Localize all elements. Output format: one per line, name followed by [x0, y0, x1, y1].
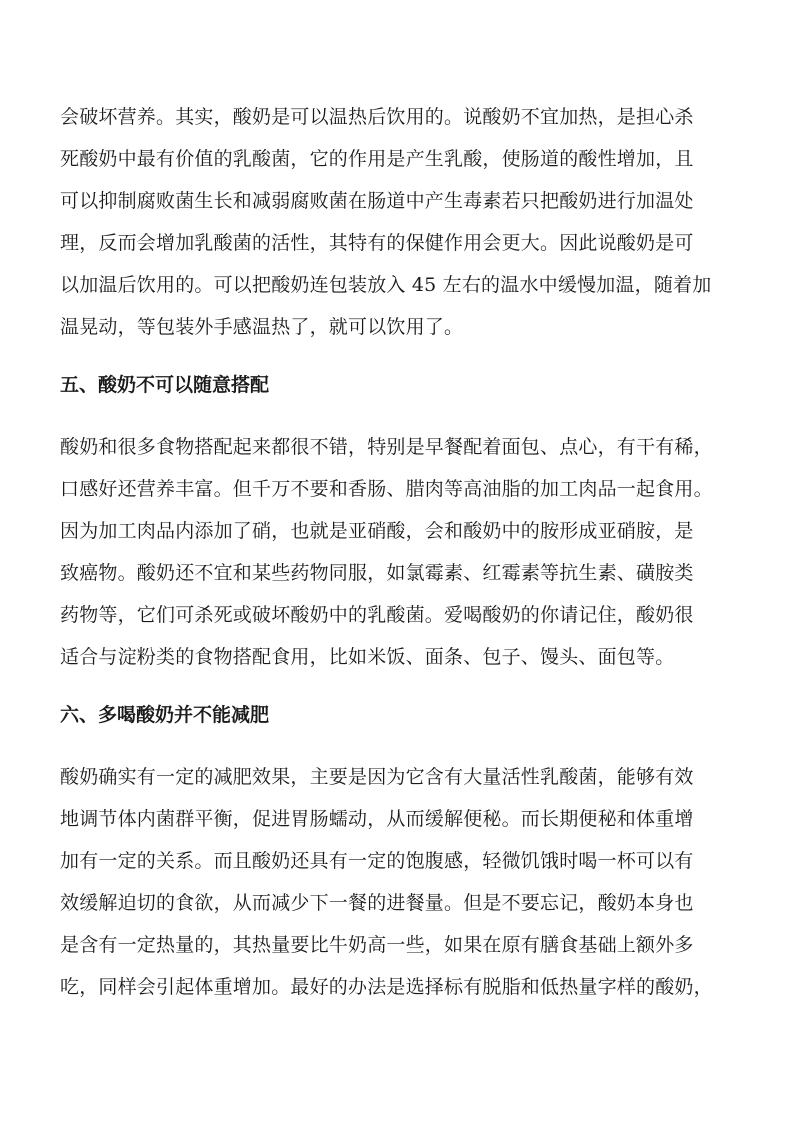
- text-line: 致癌物。酸奶还不宜和某些药物同服，如氯霉素、红霉素等抗生素、磺胺类: [60, 562, 694, 584]
- text-line: 会破坏营养。其实，酸奶是可以温热后饮用的。说酸奶不宜加热，是担心杀: [60, 106, 694, 128]
- text-line: 是含有一定热量的，其热量要比牛奶高一些，如果在原有膳食基础上额外多: [60, 934, 694, 956]
- text-line: 口感好还营养丰富。但千万不要和香肠、腊肉等高油脂的加工肉品一起食用。: [60, 478, 713, 500]
- text-line: 因为加工肉品内添加了硝，也就是亚硝酸，会和酸奶中的胺形成亚硝胺，是: [60, 520, 694, 542]
- text-line: 温晃动，等包装外手感温热了，就可以饮用了。: [60, 316, 464, 338]
- text-line: 理，反而会增加乳酸菌的活性，其特有的保健作用会更大。因此说酸奶是可: [60, 232, 694, 254]
- text-line: 酸奶确实有一定的减肥效果，主要是因为它含有大量活性乳酸菌，能够有效: [60, 766, 694, 788]
- paragraph-yogurt-heating: [60, 96, 730, 348]
- text-line: 以加温后饮用的。可以把酸奶连包装放入 45 左右的温水中缓慢加温，随着加: [60, 274, 712, 296]
- section-heading-5: 五、酸奶不可以随意搭配: [60, 374, 270, 396]
- text-line: 药物等，它们可杀死或破坏酸奶中的乳酸菌。爱喝酸奶的你请记住，酸奶很: [60, 604, 694, 626]
- section-heading-6: 六、多喝酸奶并不能减肥: [60, 704, 270, 726]
- paragraph-yogurt-weight-loss: [60, 756, 730, 1008]
- text-line: 吃，同样会引起体重增加。最好的办法是选择标有脱脂和低热量字样的酸奶，: [60, 976, 713, 998]
- text-line: 效缓解迫切的食欲，从而减少下一餐的进餐量。但是不要忘记，酸奶本身也: [60, 892, 694, 914]
- document-page: [60, 96, 730, 1008]
- text-line: 地调节体内菌群平衡，促进胃肠蠕动，从而缓解便秘。而长期便秘和体重增: [60, 808, 694, 830]
- text-line: 适合与淀粉类的食物搭配食用，比如米饭、面条、包子、馒头、面包等。: [60, 646, 675, 668]
- text-line: 酸奶和很多食物搭配起来都很不错，特别是早餐配着面包、点心，有干有稀，: [60, 436, 713, 458]
- text-line: 死酸奶中最有价值的乳酸菌，它的作用是产生乳酸，使肠道的酸性增加，且: [60, 148, 694, 170]
- text-line: 可以抑制腐败菌生长和减弱腐败菌在肠道中产生毒素若只把酸奶进行加温处: [60, 190, 694, 212]
- text-line: 加有一定的关系。而且酸奶还具有一定的饱腹感，轻微饥饿时喝一杯可以有: [60, 850, 694, 872]
- paragraph-yogurt-pairing: [60, 426, 730, 678]
